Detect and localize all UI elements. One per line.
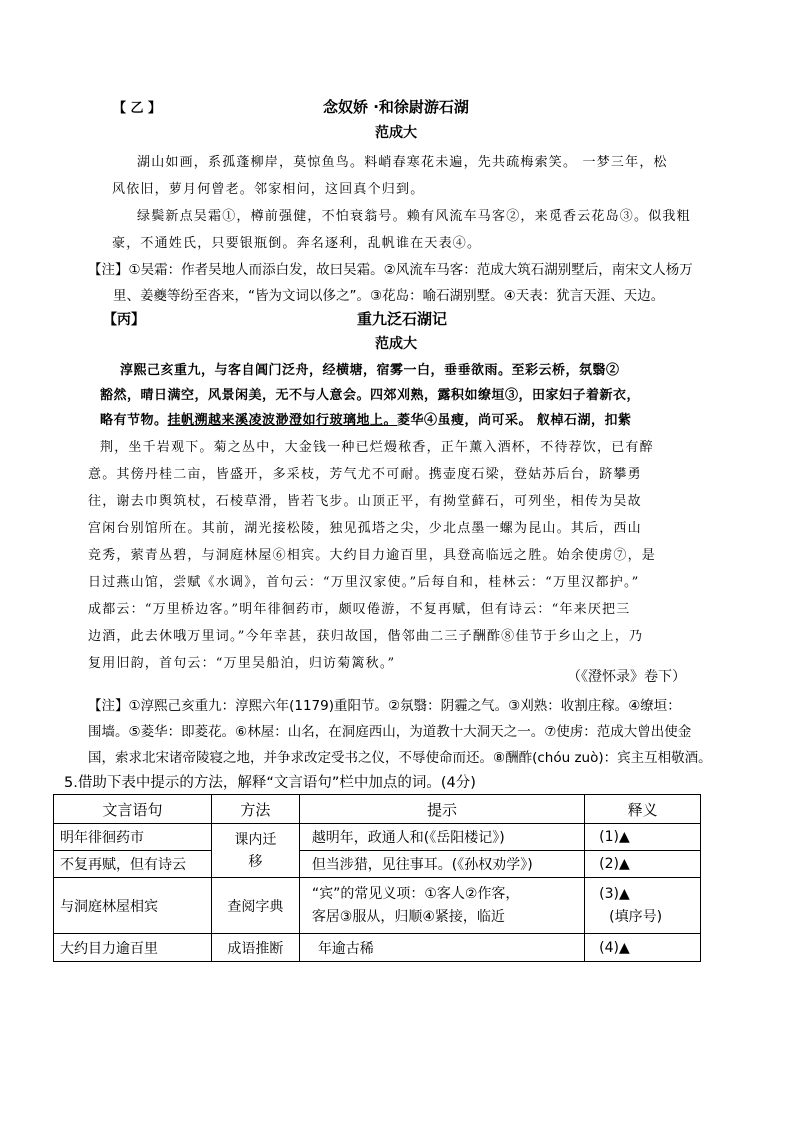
bing-source: （《澄怀录》卷下） — [567, 669, 686, 685]
bing-body-6: 日过燕山馆，尝赋《水调》，首句云：“万里汉家使。”后每自和，桂林云：“万里汉都护。” — [88, 575, 640, 590]
bing-body-7: 成都云：“万里桥边客。”明年徘徊药市，颇叹倦游，不复再赋，但有诗云：“年来厌把三 — [88, 602, 631, 617]
bing-line-1: 淳熙己亥重九，与客自阊门泛舟，经横塘，宿雾一白，垂垂欲雨。至彩云桥，氛翳② — [120, 363, 620, 378]
row-3-answer-slot[interactable] — [585, 878, 701, 934]
bing-body-3: 往，谢去巾舆筑杖，石棱草滑，皆若飞步。山顶正平，有拗堂藓石，可列坐，相传为吴故 — [88, 494, 642, 509]
header-method: 方法 — [211, 795, 299, 824]
bing-line-3 — [100, 409, 632, 428]
row-1-answer-slot[interactable]: (1)▲ — [585, 824, 701, 851]
bing-line-3-b: 菱华④虽瘦，尚可采。 舣棹石湖，扣紫 — [397, 413, 632, 428]
row-2-answer-slot[interactable]: (2)▲ — [585, 851, 701, 878]
bing-label: 【丙】 — [103, 312, 145, 328]
bing-body-4: 宫闲台别馆所在。其前，湖光接松陵，独见孤塔之尖，少北点墨一螺为昆山。其后，西山 — [88, 521, 642, 536]
row-3-hint-line-1: “宾”的常见义项：①客人②作客， — [311, 885, 520, 902]
yi-line-4: 豪，不通姓氏，只要银瓶倒。奔名逐利，乱帆谁在天表④。 — [112, 236, 482, 251]
row-2-sentence: 不复再赋，但有诗云 — [54, 851, 212, 878]
row-3-method: 查阅字典 — [211, 878, 299, 934]
yi-title: 念奴娇 ·和徐尉游石湖 — [323, 98, 469, 116]
row-4-hint: 年逾古稀 — [299, 934, 584, 962]
header-hint: 提示 — [299, 795, 584, 824]
bing-line-3-a: 略有节物。 — [100, 413, 168, 428]
row-1-method: 课内迁移 — [211, 824, 299, 878]
yi-author: 范成大 — [375, 125, 417, 141]
bing-line-2: 豁然，晴日满空，风景闲美，无不与人意会。四郊刈熟，露积如缭垣③，田家妇子着新衣， — [100, 388, 641, 403]
row-2-hint: 但当涉猎，见往事耳。(《孙权劝学》) — [299, 851, 584, 878]
row-4-answer-slot[interactable]: (4)▲ — [585, 934, 701, 962]
row-1-hint: 越明年，政通人和(《岳阳楼记》) — [299, 824, 584, 851]
answer-table — [53, 794, 701, 962]
yi-line-1: 湖山如画，系孤蓬柳岸，莫惊鱼鸟。料峭春寒花未遍，先共疏梅索笑。 一梦三年，松 — [137, 155, 668, 170]
bing-note-3: 国，索求北宋诸帝陵寝之地，并争求改定受书之仪，不辱使命而还。⑧酬酢(chóu zuò)：宾主互相敬酒。 — [88, 750, 712, 766]
bing-body-8: 边酒，此去休哦万里词。”今年幸甚，获归故国，偕邻曲二三子酬酢⑧佳节于乡山之上，乃 — [88, 629, 644, 644]
header-answer: 释义 — [585, 795, 701, 824]
bing-author: 范成大 — [375, 336, 417, 352]
row-3-hint-line-2: 客居③服从，归顺④紧接，临近 — [311, 908, 505, 925]
yi-line-2: 风依旧，萝月何曾老。邻家相问，这回真个归到。 — [112, 182, 425, 197]
row-4-sentence: 大约目力逾百里 — [54, 934, 212, 962]
bing-body-5: 竞秀，萦青丛碧，与洞庭林屋⑥相宾。大约目力逾百里，具登高临远之胜。始余使虏⑦，是 — [88, 548, 657, 563]
row-3-answer-note: (填序号) — [609, 908, 663, 925]
bing-underlined-sentence: 挂帆溯越来溪凌波渺澄如行玻璃地上。 — [167, 413, 398, 428]
row-3-hint — [299, 878, 584, 934]
row-3-answer: (3)▲ — [599, 885, 630, 902]
header-sentence: 文言语句 — [54, 795, 212, 824]
bing-body-9: 复用旧韵，首句云：“万里吴船泊，归访菊篱秋。” — [88, 656, 396, 671]
bing-note-1: 【注】①淳熙己亥重九：淳熙六年(1179)重阳节。②氛翳：阴霾之气。③刈熟：收割庄稼。④缭垣： — [88, 698, 681, 714]
bing-title: 重九泛石湖记 — [357, 310, 448, 328]
row-4-method: 成语推断 — [211, 934, 299, 962]
yi-line-3: 绿鬓新点吴霜①，樽前强健，不怕衰翁号。赖有风流车马客②，来觅香云花岛③。似我粗 — [137, 209, 691, 224]
yi-note-1: 【注】①吴霜：作者吴地人而添白发，故曰吴霜。②风流车马客：范成大筑石湖别墅后，南宋文人杨万 — [88, 262, 693, 278]
yi-label: 【 乙 】 — [113, 101, 162, 116]
question-5: 5.借助下表中提示的方法，解释“文言语句”栏中加点的词。(4分) — [64, 775, 476, 791]
yi-note-2: 里、姜夔等纷至沓来，“皆为文词以侈之”。③花岛：喻石湖别墅。④天表：犹言天涯、天边。 — [113, 288, 665, 304]
bing-body-1: 荆，坐千岩观下。菊之丛中，大金钱一种已烂熳秾香，正午薰入酒杯，不待荐饮，已有醉 — [100, 440, 654, 455]
bing-body-2: 意。其傍丹桂二亩，皆盛开，多采枝，芳气尤不可耐。携壶度石梁，登姑苏后台，跻攀勇 — [88, 467, 642, 482]
bing-note-2: 围墙。⑤菱华：即菱花。⑥林屋：山名，在洞庭西山，为道教十大洞天之一。⑦使虏：范成大曾出使金 — [88, 724, 692, 740]
row-3-sentence: 与洞庭林屋相宾 — [54, 878, 212, 934]
row-1-sentence: 明年徘徊药市 — [54, 824, 212, 851]
